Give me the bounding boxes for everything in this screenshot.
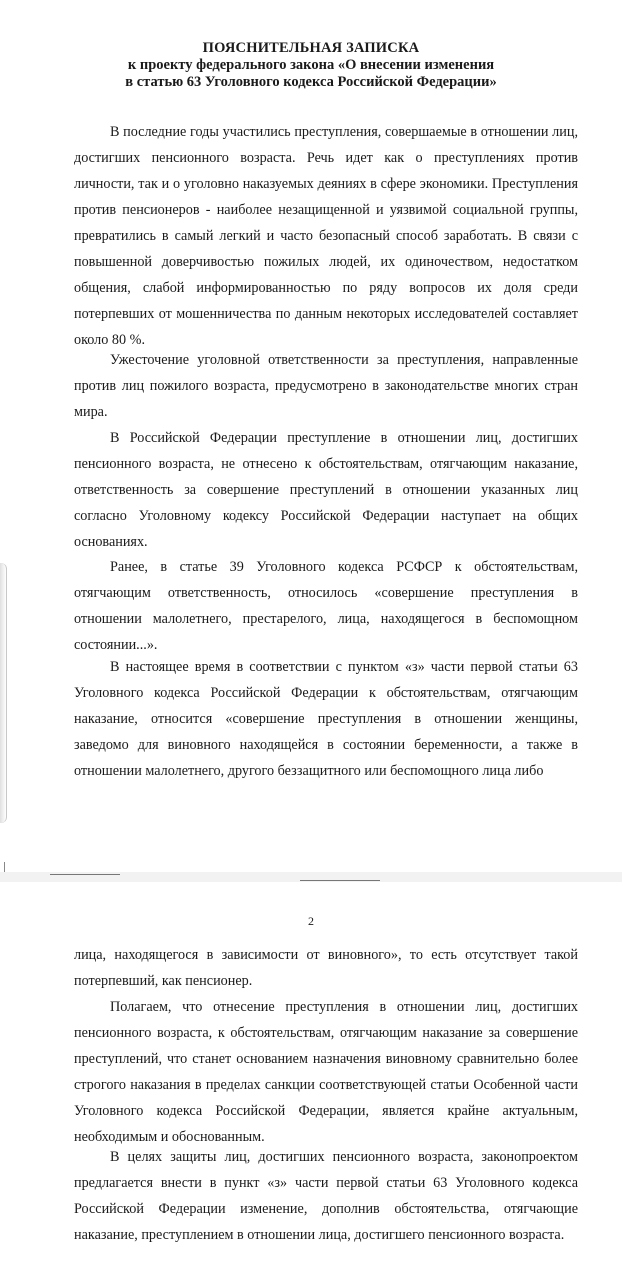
paragraph-3: В Российской Федерации преступление в отношении лиц, достигших пенсионного возраста, не отнесено к обстоятельствам, отягчающим наказание, ответственность за совершение преступлений в отношении указанных лиц согласно Уголовному кодексу Российской Федерации наступает на общих основаниях. xyxy=(74,430,578,550)
paragraph-6: лица, находящегося в зависимости от виновного», то есть отсутствует такой потерпевший, как пенсионер. xyxy=(74,947,578,989)
document-page-2 xyxy=(0,882,622,1280)
document-subtitle-line-2: в статью 63 Уголовного кодекса Российской Федерации» xyxy=(125,74,497,90)
paragraph-2: Ужесточение уголовной ответственности за преступления, направленные против лиц пожилого возраста, предусмотрено в законодательстве многих стран мира. xyxy=(74,352,578,420)
paragraph-4: Ранее, в статье 39 Уголовного кодекса РСФСР к обстоятельствам, отягчающим ответственность, относилось «совершение преступления в отношении малолетнего, престарелого, лица, находящегося в беспомощном состоянии...». xyxy=(74,559,578,653)
paragraph-8: В целях защиты лиц, достигших пенсионного возраста, законопроектом предлагается внести в пункт «з» части первой статьи 63 Уголовного кодекса Российской Федерации изменение, дополнив обстоятельства, отягчающие наказание, преступлением в отношении лица, достигшего пенсионного возраста. xyxy=(74,1149,578,1243)
paragraph-5: В настоящее время в соответствии с пунктом «з» части первой статьи 63 Уголовного кодекса Российской Федерации к обстоятельствам, отягчающим наказание, относится «совершение преступления в отношении женщины, заведомо для виновного находящейся в состоянии беременности, а также в отношении малолетнего, другого беззащитного или беспомощного лица либо xyxy=(74,659,578,779)
page-number: 2 xyxy=(308,914,314,928)
paragraph-7: Полагаем, что отнесение преступления в отношении лиц, достигших пенсионного возраста, к обстоятельствам, отягчающим наказание за совершение преступлений, что станет основанием назначения виновному сравнительно более строгого наказания в пределах санкции соответствующей статьи Особенной части Уголовного кодекса Российской Федерации, является крайне актуальным, необходимым и обоснованным. xyxy=(74,999,578,1145)
document-subtitle-line-1: к проекту федерального закона «О внесении изменения xyxy=(127,57,495,73)
document-heading xyxy=(0,40,622,91)
paragraph-1: В последние годы участились преступления, совершаемые в отношении лиц, достигших пенсионного возраста. Речь идет как о преступлениях против личности, так и о уголовно наказуемых деяниях в сфере экономики. Преступления против пенсионеров - наиболее незащищенной и уязвимой социальной группы, превратились в самый легкий и часто безопасный способ заработать. В связи с повышенной доверчивостью пожилых людей, их одиночеством, недостатком общения, слабой информированностью по ряду вопросов их доля среди потерпевших от мошенничества по данным некоторых исследователей составляет около 80 %. xyxy=(74,124,578,348)
document-title: ПОЯСНИТЕЛЬНАЯ ЗАПИСКА xyxy=(202,40,420,56)
scan-artifact-line xyxy=(300,880,380,881)
scan-artifact-mark xyxy=(4,862,5,872)
page-edge-shadow xyxy=(0,563,7,823)
scan-artifact-line xyxy=(50,874,120,875)
